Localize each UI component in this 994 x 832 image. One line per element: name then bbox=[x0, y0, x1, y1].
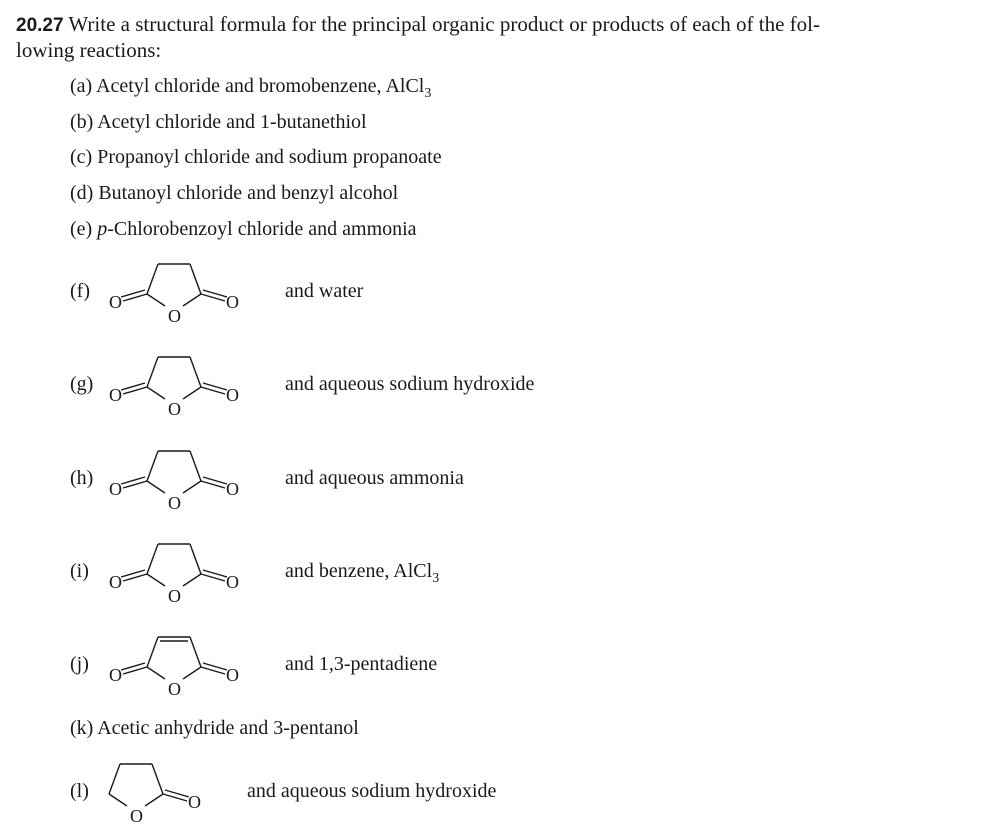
item-a bbox=[70, 75, 431, 102]
oxygen-label: O bbox=[226, 479, 239, 499]
oxygen-label: O bbox=[168, 679, 181, 699]
item-text-italic: p bbox=[97, 218, 108, 240]
succinic-anhydride-structure bbox=[105, 536, 250, 608]
item-j-reagent: and 1,3-pentadiene bbox=[285, 653, 438, 675]
item-text: Butanoyl chloride and benzyl alcohol bbox=[98, 182, 399, 204]
oxygen-label: O bbox=[188, 792, 201, 812]
item-b bbox=[70, 111, 367, 134]
oxygen-label: O bbox=[109, 665, 122, 685]
problem-intro-line2: lowing reactions: bbox=[16, 38, 162, 62]
item-c bbox=[70, 146, 442, 169]
oxygen-label: O bbox=[168, 306, 181, 326]
item-g-label: (g) bbox=[70, 373, 94, 395]
reagent-subscript: 3 bbox=[432, 571, 440, 586]
oxygen-label: O bbox=[109, 572, 122, 592]
oxygen-label: O bbox=[226, 385, 239, 405]
item-text: Acetyl chloride and bromobenzene, AlCl bbox=[96, 75, 425, 97]
oxygen-label: O bbox=[109, 292, 122, 312]
item-e bbox=[70, 218, 417, 241]
gamma-butyrolactone-structure bbox=[105, 756, 215, 828]
problem-intro-line1: Write a structural formula for the principal organic product or products of each of the fol- bbox=[68, 12, 820, 36]
oxygen-label: O bbox=[109, 479, 122, 499]
oxygen-label: O bbox=[168, 586, 181, 606]
item-label: (k) bbox=[70, 717, 94, 739]
item-f-reagent: and water bbox=[285, 280, 364, 302]
item-k bbox=[70, 717, 359, 740]
succinic-anhydride-structure bbox=[105, 256, 250, 328]
item-label: (a) bbox=[70, 75, 93, 97]
item-text: Acetyl chloride and 1-butanethiol bbox=[97, 111, 367, 133]
problem-statement bbox=[16, 12, 820, 63]
item-label: (d) bbox=[70, 182, 94, 204]
item-j-label: (j) bbox=[70, 653, 89, 675]
item-h-reagent: and aqueous ammonia bbox=[285, 467, 464, 489]
oxygen-label: O bbox=[109, 385, 122, 405]
succinic-anhydride-structure bbox=[105, 349, 250, 421]
succinic-anhydride-structure bbox=[105, 443, 250, 515]
item-d bbox=[70, 182, 398, 205]
oxygen-label: O bbox=[226, 665, 239, 685]
item-subscript: 3 bbox=[424, 86, 432, 101]
item-l-reagent: and aqueous sodium hydroxide bbox=[247, 780, 497, 802]
item-h-label: (h) bbox=[70, 467, 94, 489]
item-label: (e) bbox=[70, 218, 93, 240]
item-l-label: (l) bbox=[70, 780, 89, 802]
item-g-reagent: and aqueous sodium hydroxide bbox=[285, 373, 535, 395]
item-i-reagent bbox=[285, 560, 439, 587]
oxygen-label: O bbox=[168, 399, 181, 419]
reagent-text: and benzene, AlCl bbox=[285, 560, 433, 582]
item-text: -Chlorobenzoyl chloride and ammonia bbox=[107, 218, 417, 240]
oxygen-label: O bbox=[130, 806, 143, 826]
item-i-label: (i) bbox=[70, 560, 89, 582]
problem-number: 20.27 bbox=[16, 15, 64, 36]
item-text: Propanoyl chloride and sodium propanoate bbox=[97, 146, 442, 168]
oxygen-label: O bbox=[226, 292, 239, 312]
item-f-label: (f) bbox=[70, 280, 90, 302]
item-text: Acetic anhydride and 3-pentanol bbox=[97, 717, 359, 739]
oxygen-label: O bbox=[168, 493, 181, 513]
item-label: (c) bbox=[70, 146, 93, 168]
item-label: (b) bbox=[70, 111, 94, 133]
maleic-anhydride-structure bbox=[105, 629, 250, 701]
oxygen-label: O bbox=[226, 572, 239, 592]
